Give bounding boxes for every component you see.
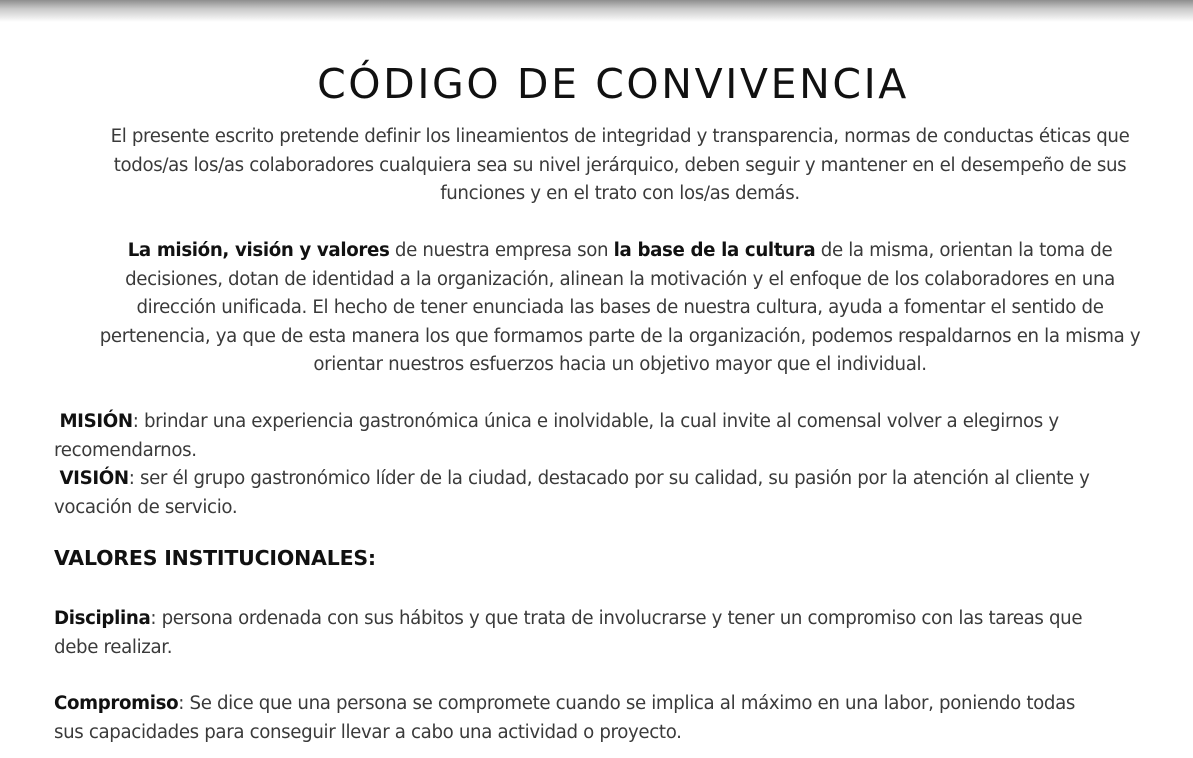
vision-text: vocación de servicio. xyxy=(54,496,238,518)
vision-label: VISIÓN xyxy=(59,468,129,489)
mision-text: recomendarnos. xyxy=(54,439,197,461)
valor-label: Compromiso xyxy=(54,693,179,714)
culture-line: orientar nuestros esfuerzos hacia un objetivo mayor que el individual. xyxy=(313,354,927,376)
intro-line: todos/as los/as colaboradores cualquiera sea su nivel jerárquico, deben seguir y mantener en el desempeño de sus xyxy=(113,154,1127,176)
culture-text: de la misma, orientan la toma de xyxy=(815,240,1113,261)
culture-line: pertenencia, ya que de esta manera los que formamos parte de la organización, podemos respaldarnos en la misma y xyxy=(99,325,1141,347)
intro-line: funciones y en el trato con los/as demás. xyxy=(440,183,800,205)
vision-text: : ser él grupo gastronómico líder de la ciudad, destacado por su calidad, su pasión por la atención al cliente y xyxy=(128,468,1090,489)
valor-text: debe realizar. xyxy=(54,636,173,658)
valor-text: : Se dice que una persona se compromete cuando se implica al máximo en una labor, poniendo todas xyxy=(178,693,1075,714)
valor-text: sus capacidades para conseguir llevar a cabo una actividad o proyecto. xyxy=(54,721,682,743)
valor-disciplina xyxy=(54,605,1174,662)
valor-compromiso xyxy=(54,690,1174,747)
intro-line: El presente escrito pretende definir los lineamientos de integridad y transparencia, normas de conductas éticas que xyxy=(110,126,1130,147)
top-shadow xyxy=(0,0,1193,22)
mision-label: MISIÓN xyxy=(59,411,133,432)
intro-paragraph xyxy=(60,123,1180,209)
culture-line: decisiones, dotan de identidad a la organización, alinean la motivación y el enfoque de los colaboradores en una xyxy=(125,268,1115,290)
valor-label: Disciplina xyxy=(54,608,151,629)
culture-line: dirección unificada. El hecho de tener enunciada las bases de nuestra cultura, ayuda a fomentar el sentido de xyxy=(136,297,1104,319)
mision-paragraph xyxy=(54,408,1174,465)
mision-text: : brindar una experiencia gastronómica única e inolvidable, la cual invite al comensal volver a elegirnos y xyxy=(132,411,1059,432)
culture-text: de nuestra empresa son xyxy=(389,240,614,261)
valores-heading: VALORES INSTITUCIONALES: xyxy=(54,546,376,570)
culture-bold-phrase: la base de la cultura xyxy=(613,240,816,261)
page-title: CÓDIGO DE CONVIVENCIA xyxy=(317,60,909,109)
valor-text: : persona ordenada con sus hábitos y que trata de involucrarse y tener un compromiso con las tareas que xyxy=(150,608,1083,629)
culture-paragraph xyxy=(54,237,1186,380)
culture-bold-phrase: La misión, visión y valores xyxy=(127,240,390,261)
vision-paragraph xyxy=(54,465,1174,522)
